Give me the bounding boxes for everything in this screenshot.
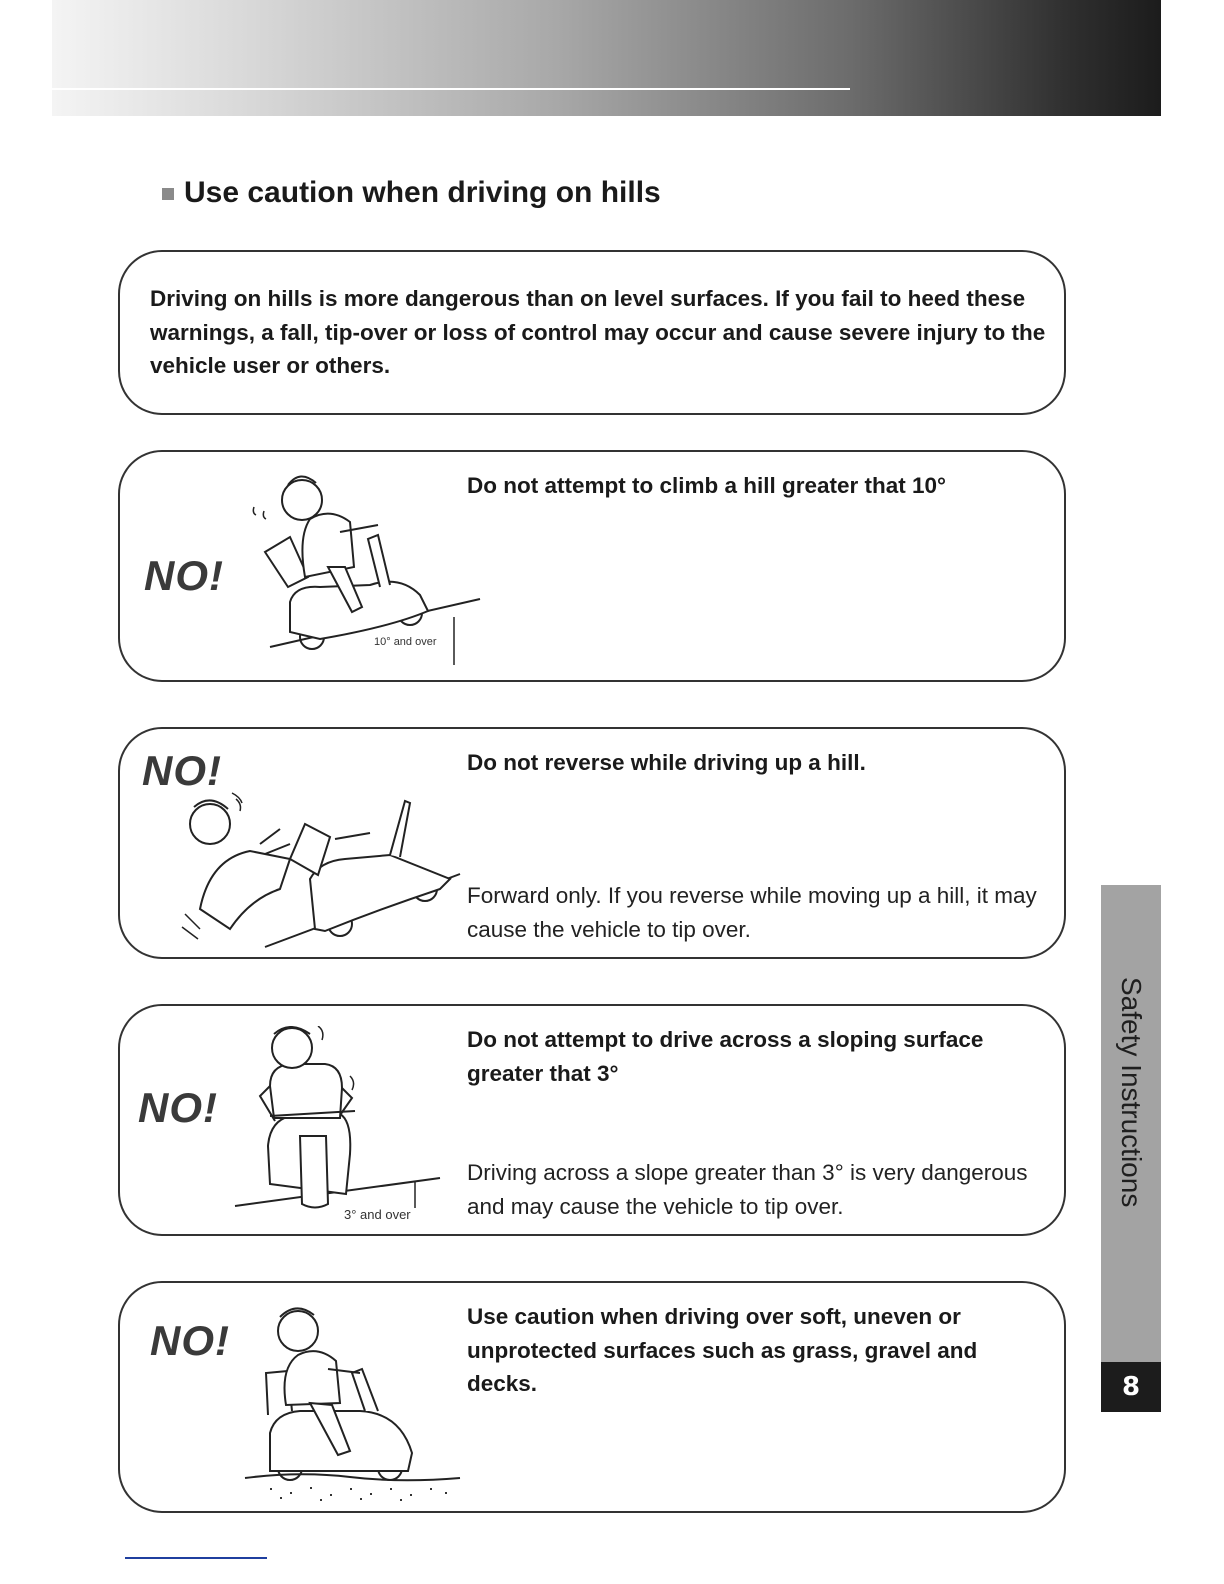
scooter-climbing-illustration [250,467,490,677]
intro-warning-box [118,250,1066,415]
side-tab-label: Safety Instructions [1116,977,1147,1208]
card-body: Driving across a slope greater than 3° is very dangerous and may cause the vehicle to tip over. [467,1160,1028,1219]
page-number: 8 [1101,1362,1161,1412]
card-body: Forward only. If you reverse while moving up a hill, it may cause the vehicle to tip over. [467,883,1037,942]
section-title [162,176,661,210]
section-title-text: Use caution when driving on hills [184,176,661,209]
no-label: NO! [138,1084,218,1131]
warning-card-reverse [118,727,1066,959]
square-bullet-icon [162,188,174,200]
card-heading: Do not reverse while driving up a hill. [467,750,866,775]
warning-card-soft-surface [118,1281,1066,1513]
no-label: NO! [144,552,224,599]
warning-card-climb [118,450,1066,682]
scooter-tipping-illustration [170,789,470,954]
header-band [52,0,1161,116]
card-heading: Do not attempt to climb a hill greater that 10° [467,473,947,498]
intro-text: Driving on hills is more dangerous than on level surfaces. If you fail to heed these warnings, a fall, tip-over or loss of control may occur and cause severe injury to the vehicle user or others. [150,286,1046,378]
scooter-cross-slope-illustration [230,1026,450,1231]
header-rule [52,88,850,90]
scooter-soft-surface-illustration [240,1303,470,1503]
side-tab [1101,885,1161,1362]
slope-label: 10° and over [374,636,437,648]
no-label: NO! [142,747,222,794]
footer-rule [125,1557,267,1559]
slope-label: 3° and over [344,1207,411,1222]
card-heading: Use caution when driving over soft, uneven or unprotected surfaces such as grass, gravel and decks. [467,1304,978,1396]
card-heading: Do not attempt to drive across a sloping surface greater that 3° [467,1027,984,1086]
no-label: NO! [150,1317,230,1364]
warning-card-cross-slope [118,1004,1066,1236]
